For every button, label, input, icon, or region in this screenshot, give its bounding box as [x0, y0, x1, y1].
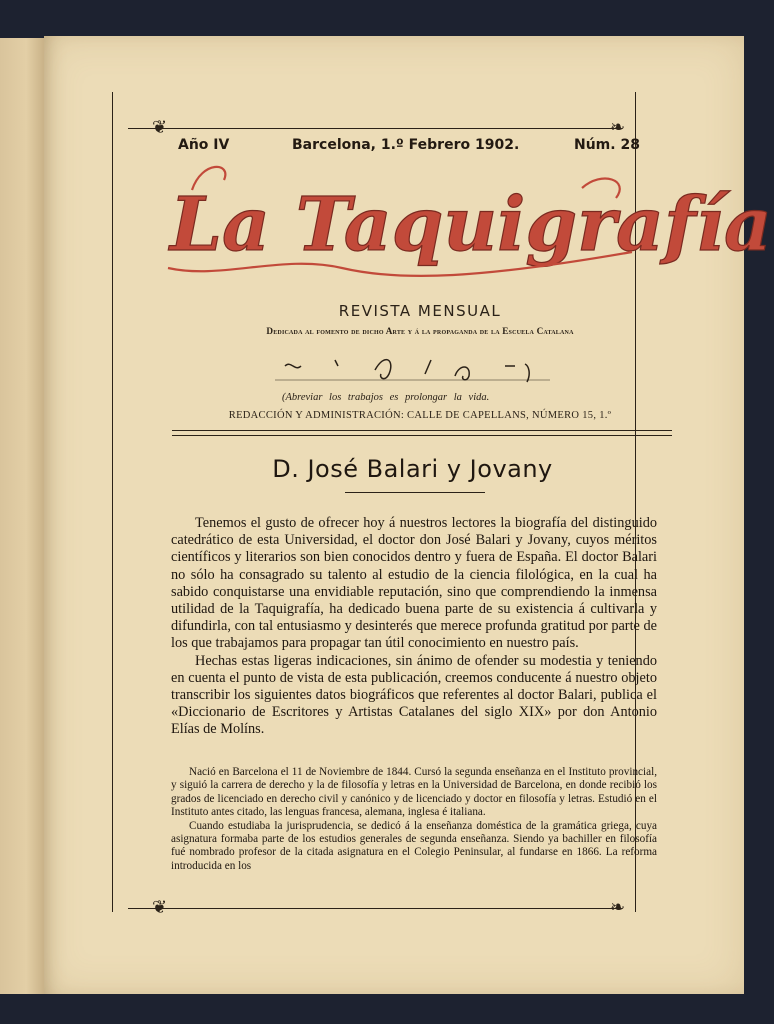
journal-motto: (Abreviar los trabajos es prolongar la vida.: [282, 392, 490, 403]
journal-address: REDACCIÓN Y ADMINISTRACIÓN: CALLE DE CAPELLANS, NÚMERO 15, 1.º: [228, 410, 612, 421]
header-divider: [172, 430, 672, 431]
article-paragraph: Tenemos el gusto de ofrecer hoy á nuestros lectores la biografía del distinguido catedrático de esta Universidad, el doctor don José Balari y Jovany, cuyos méritos científicos y literarios son bien conocidos dentro y fuera de España. El doctor Balari no sólo ha consagrado su talento al estudio de la ciencia filológica, en la cual ha sabido conquistarse una envidiable reputación, sino que comprendiendo la inmensa utilidad de la Taquigrafía, ha dedicado buena parte de su existencia á cultivarla y difundirla, con tal entusiasmo y desinterés que merece profunda gratitud por parte de los que trabajamos para propagar tan útil conocimiento en nuestro país.: [171, 515, 657, 652]
corner-ornament-icon: ❧: [610, 897, 626, 917]
frame-top-rule: [128, 128, 620, 129]
journal-dedication: Dedicada al fomento de dicho Arte y á la propaganda de la Escuela Catalana: [266, 326, 574, 336]
journal-title: La Taquigrafía: [170, 182, 772, 268]
issue-place-date: Barcelona, 1.º Febrero 1902.: [292, 137, 520, 153]
shorthand-motto-icon: [275, 346, 555, 386]
article-title-rule: [345, 492, 485, 493]
article-body: [171, 515, 657, 739]
article-title: D. José Balari y Jovany: [272, 455, 553, 483]
left-page-edge: [0, 38, 44, 994]
corner-ornament-icon: ❧: [610, 117, 626, 137]
quotation-paragraph: Cuando estudiaba la jurisprudencia, se dedicó á la enseñanza doméstica de la gramática griega, cuya asignatura formaba parte de los estudios generales de segunda enseñanza. Siendo ya bachiller en filosofía fué nombrado profesor de la citada asignatura en el Colegio Peninsular, al fundarse en 1866. La reforma introducida en los: [171, 819, 657, 872]
issue-year: Año IV: [178, 137, 230, 153]
issue-number: Núm. 28: [574, 137, 640, 153]
header-divider-thin: [172, 435, 672, 436]
corner-ornament-icon: ❦: [152, 117, 168, 137]
journal-title-logo: [162, 150, 772, 290]
article-quotation: [171, 766, 657, 873]
corner-ornament-icon: ❦: [152, 897, 168, 917]
article-paragraph: Hechas estas ligeras indicaciones, sin ánimo de ofender su modestia y teniendo en cuenta el punto de vista de esta publicación, creemos conducente á nuestro objeto transcribir los siguientes datos biográficos que referentes al doctor Balari, publica el «Diccionario de Escritores y Artistas Catalanes del siglo XIX» por don Antonio Elías de Molíns.: [171, 652, 657, 738]
quotation-paragraph: Nació en Barcelona el 11 de Noviembre de 1844. Cursó la segunda enseñanza en el Instituto provincial, y siguió la carrera de derecho y la de filosofía y letras en la Universidad de Barcelona, en donde recibió los grados de licenciado en derecho civil y canónico y de licenciado y doctor en filosofía y letras. Estudió en el Instituto antes citado, las lenguas francesa, alemana, inglesa é italiana.: [171, 766, 657, 819]
frame-bottom-rule: [128, 908, 620, 909]
journal-subtitle: REVISTA MENSUAL: [338, 302, 502, 320]
